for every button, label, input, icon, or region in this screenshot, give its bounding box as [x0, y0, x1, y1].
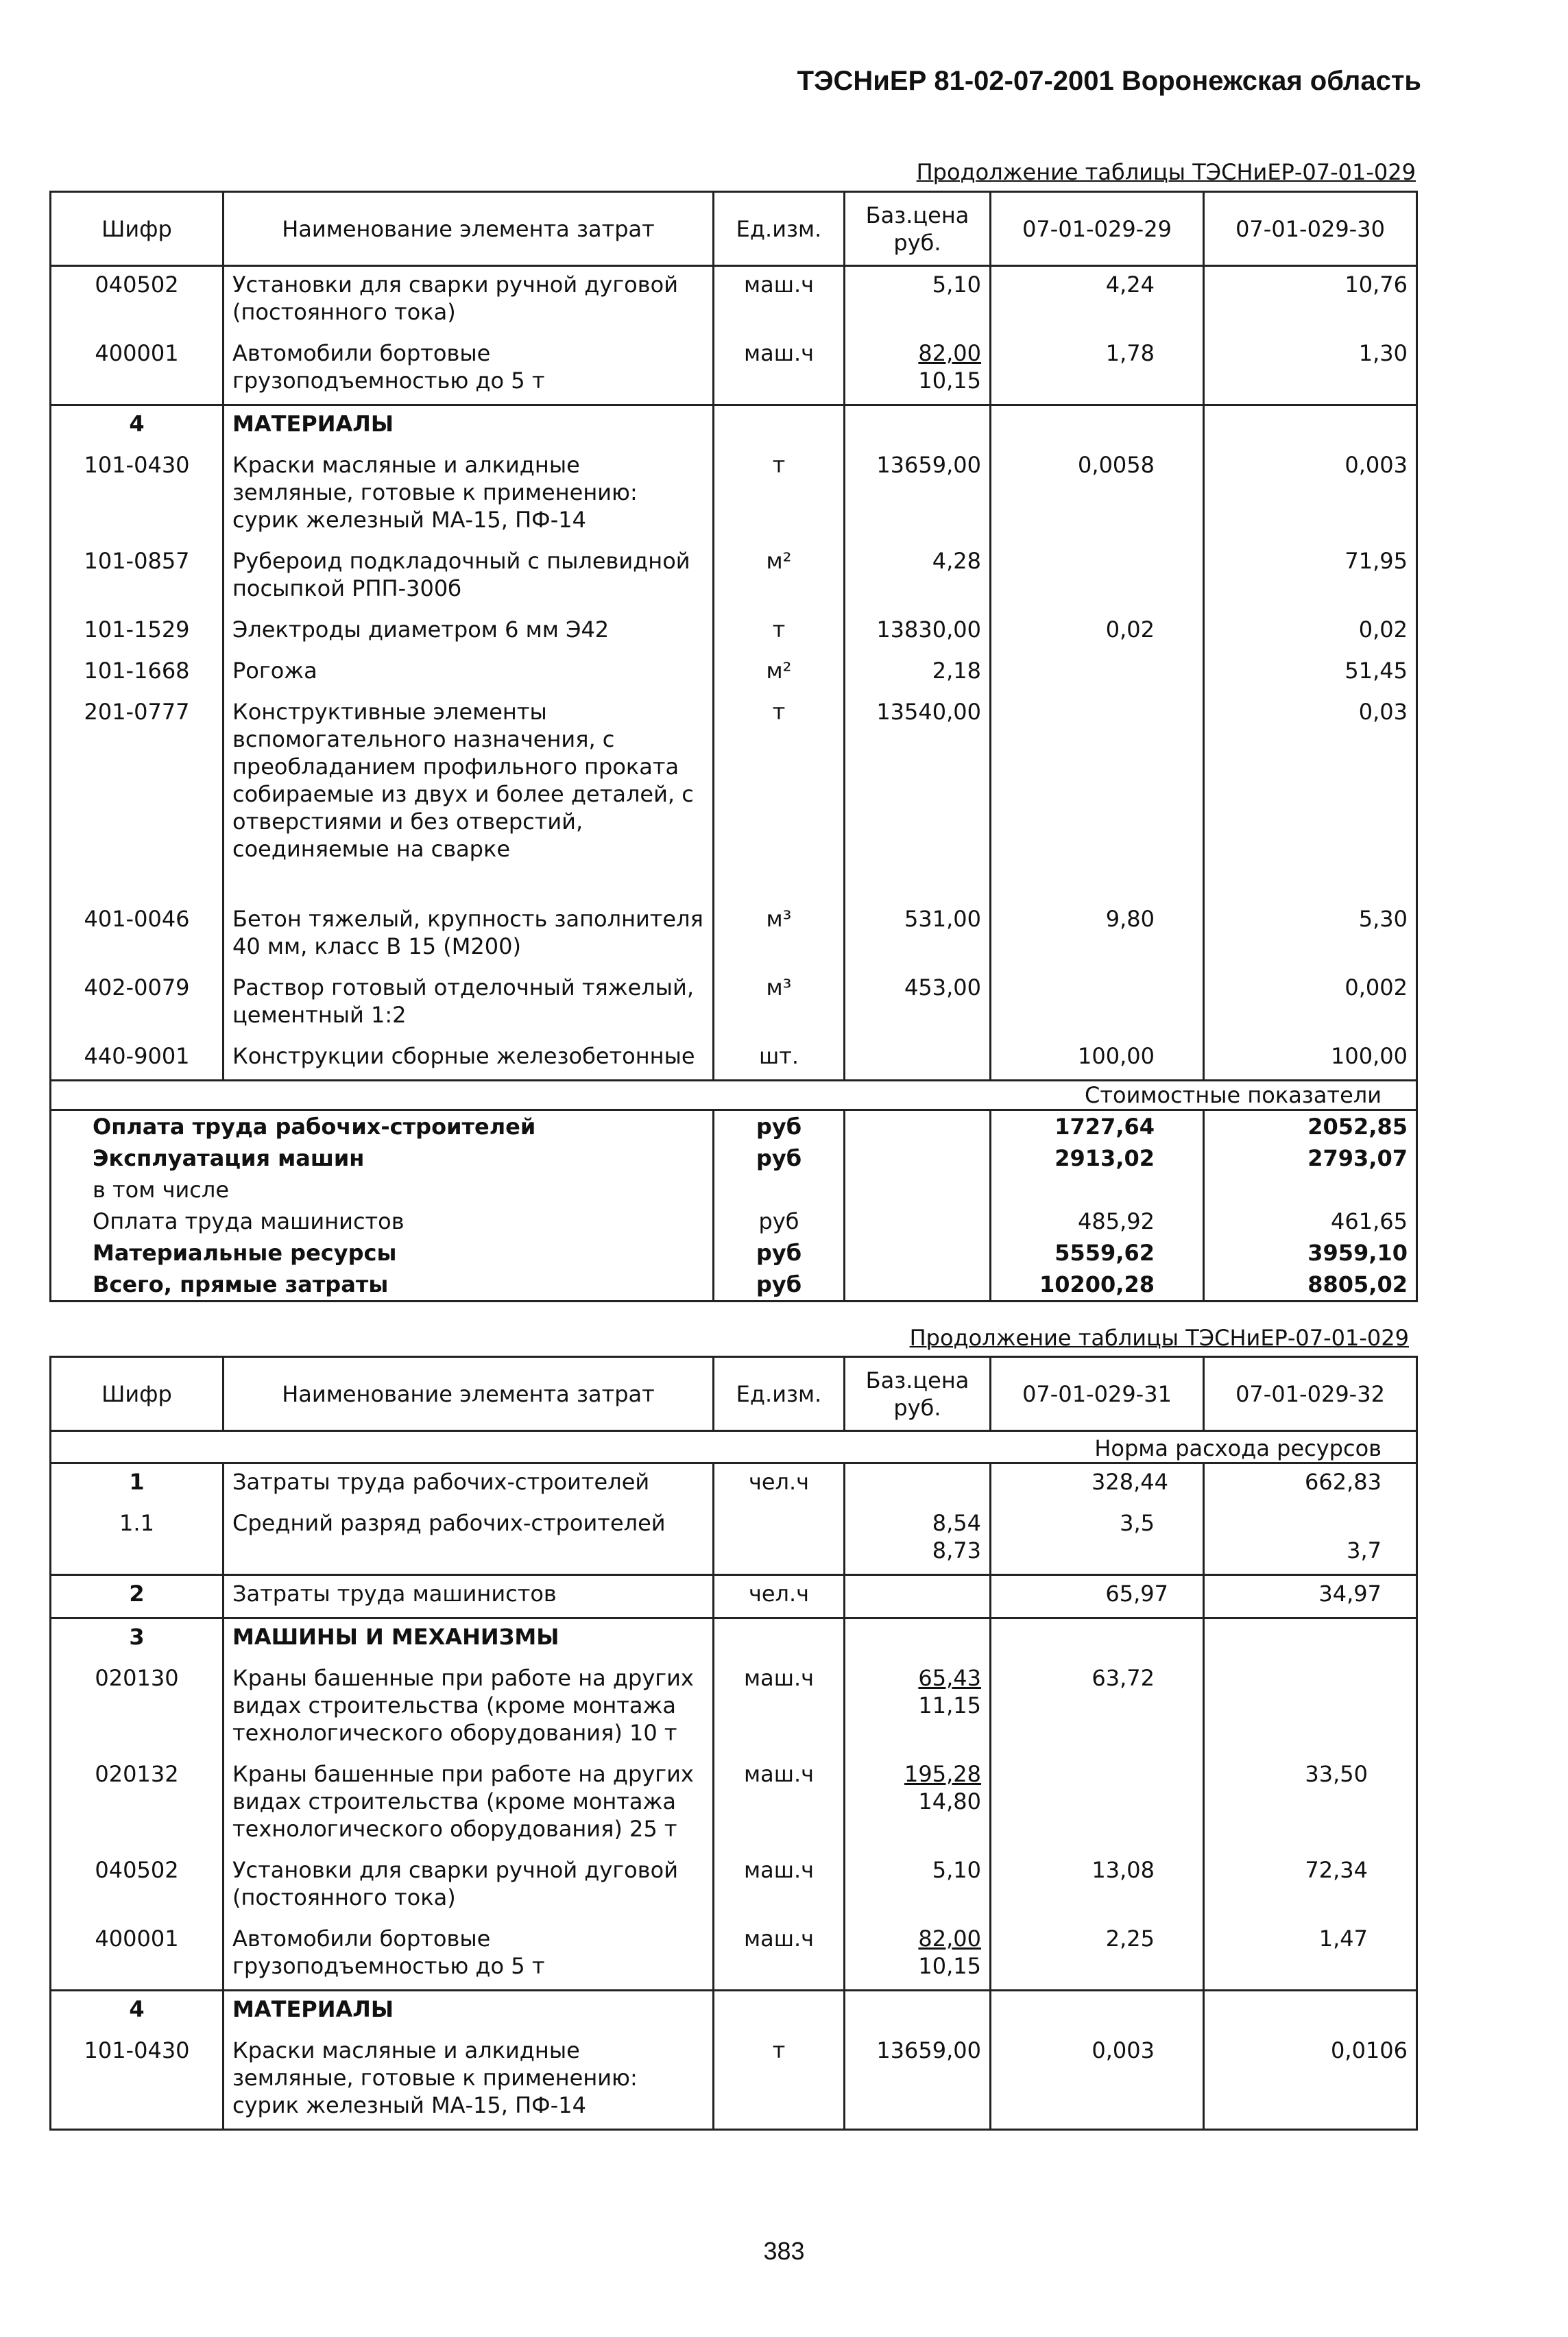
col-header-norm-29: 07-01-029-29 [991, 192, 1204, 266]
table1 [49, 191, 1418, 1302]
page-number: 383 [763, 2237, 805, 2265]
table-row: 040502 Установки для сварки ручной дуговой (постоянного тока) маш.ч 5,10 13,08 72,34 [51, 1852, 1417, 1921]
table-row: 040502 Установки для сварки ручной дуговой (постоянного тока) маш.ч 5,10 4,24 10,76 [51, 266, 1417, 336]
page-header: ТЭСНиЕР 81-02-07-2001 Воронежская область [797, 66, 1421, 96]
summary-row: Эксплуатация машин руб 2913,02 2793,07 [51, 1142, 1417, 1174]
table-row: 402-0079 Раствор готовый отделочный тяжелый, цементный 1:2 м³ 453,00 0,002 [51, 970, 1417, 1038]
section-row: 3 МАШИНЫ И МЕХАНИЗМЫ [51, 1618, 1417, 1661]
table-row: 1 Затраты труда рабочих-строителей чел.ч 328,44 662,83 [51, 1463, 1417, 1506]
col-header-norm-31: 07-01-029-31 [991, 1357, 1204, 1431]
section-row: 4 МАТЕРИАЛЫ [51, 405, 1417, 448]
col-header-unit: Ед.изм. [714, 1357, 845, 1431]
table-row: 101-0430 Краски масляные и алкидные земляные, готовые к применению: сурик железный МА-15, ПФ-14 т 13659,00 0,0058 0,003 [51, 447, 1417, 543]
table-row: 440-9001 Конструкции сборные железобетонные шт. 100,00 100,00 [51, 1038, 1417, 1081]
col-header-unit: Ед.изм. [714, 192, 845, 266]
table-row: 101-0430 Краски масляные и алкидные земляные, готовые к применению: сурик железный МА-15, ПФ-14 т 13659,00 0,003 0,0106 [51, 2033, 1417, 2130]
table2 [49, 1356, 1418, 2131]
col-header-code: Шифр [51, 1357, 224, 1431]
table-row: 400001 Автомобили бортовые грузоподъемностью до 5 т маш.ч 82,00 10,15 1,78 1,30 [51, 335, 1417, 405]
section-row: 4 МАТЕРИАЛЫ [51, 1991, 1417, 2033]
col-header-norm-30: 07-01-029-30 [1204, 192, 1417, 266]
col-header-price: Баз.цена руб. [845, 192, 991, 266]
col-header-code: Шифр [51, 192, 224, 266]
col-header-name: Наименование элемента затрат [224, 1357, 714, 1431]
table-row: 401-0046 Бетон тяжелый, крупность заполнителя 40 мм, класс В 15 (М200) м³ 531,00 9,80 5,30 [51, 901, 1417, 970]
table1-header-row [51, 192, 1417, 266]
col-header-price: Баз.цена руб. [845, 1357, 991, 1431]
table-row: 101-1668 Рогожа м² 2,18 51,45 [51, 653, 1417, 694]
col-header-name: Наименование элемента затрат [224, 192, 714, 266]
table2-header-row [51, 1357, 1417, 1431]
table-row: 020130 Краны башенные при работе на других видах строительства (кроме монтажа технологического оборудования) 10 т маш.ч 65,43 11,15 63,72 [51, 1660, 1417, 1756]
table-row: 1.1 Средний разряд рабочих-строителей 8,54 8,73 3,5 3,7 [51, 1505, 1417, 1575]
table2-caption: Продолжение таблицы ТЭСНиЕР-07-01-029 [909, 1325, 1409, 1351]
table-row: 201-0777 Конструктивные элементы вспомогательного назначения, с преобладанием профильного проката собираемые из двух и более деталей, с отверстиями и без отверстий, соединяемые на сварке т 13540,00 0,03 [51, 694, 1417, 901]
summary-row: Оплата труда рабочих-строителей руб 1727,64 2052,85 [51, 1110, 1417, 1143]
summary-row: Оплата труда машинистов руб 485,92 461,65 [51, 1206, 1417, 1237]
table-row: 101-0857 Рубероид подкладочный с пылевидной посыпкой РПП-300б м² 4,28 71,95 [51, 543, 1417, 612]
summary-row: Всего, прямые затраты руб 10200,28 8805,02 [51, 1269, 1417, 1302]
summary-row: Материальные ресурсы руб 5559,62 3959,10 [51, 1237, 1417, 1269]
norm-caption-row: Норма расхода ресурсов [51, 1431, 1417, 1463]
table-row: 101-1529 Электроды диаметром 6 мм Э42 т 13830,00 0,02 0,02 [51, 612, 1417, 653]
table1-caption: Продолжение таблицы ТЭСНиЕР-07-01-029 [916, 159, 1416, 185]
summary-row: в том числе [51, 1174, 1417, 1206]
table-row: 2 Затраты труда машинистов чел.ч 65,97 34,97 [51, 1575, 1417, 1618]
cost-caption-row: Стоимостные показатели [51, 1081, 1417, 1110]
table-row: 020132 Краны башенные при работе на других видах строительства (кроме монтажа технологического оборудования) 25 т маш.ч 195,28 14,80 33,50 [51, 1756, 1417, 1852]
col-header-norm-32: 07-01-029-32 [1204, 1357, 1417, 1431]
table-row: 400001 Автомобили бортовые грузоподъемностью до 5 т маш.ч 82,00 10,15 2,25 1,47 [51, 1921, 1417, 1991]
